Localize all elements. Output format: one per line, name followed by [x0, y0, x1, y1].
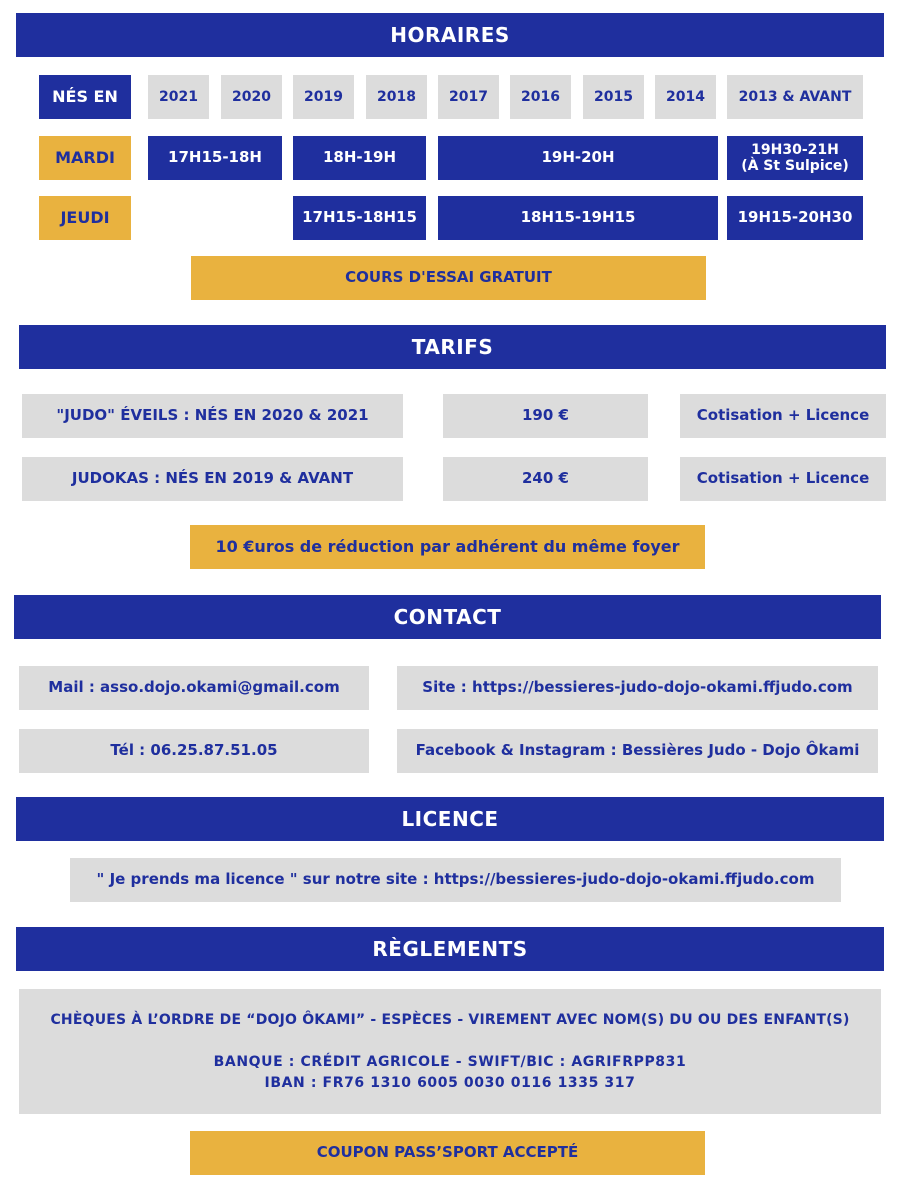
- slot-time: 19H30-21H: [751, 141, 839, 158]
- reduction-banner: 10 €uros de réduction par adhérent du même foyer: [190, 525, 705, 569]
- contact-mail: Mail : asso.dojo.okami@gmail.com: [19, 666, 369, 710]
- reglements-line3: IBAN : FR76 1310 6005 0030 0116 1335 317: [264, 1074, 636, 1091]
- year-cell: 2021: [148, 75, 209, 119]
- year-cell: 2017: [438, 75, 499, 119]
- mardi-label: MARDI: [39, 136, 131, 180]
- tarif-label: "JUDO" ÉVEILS : NÉS EN 2020 & 2021: [22, 394, 403, 438]
- contact-title: CONTACT: [393, 604, 502, 629]
- jeudi-slot: 18H15-19H15: [438, 196, 718, 240]
- tarif-note: Cotisation + Licence: [680, 394, 886, 438]
- reglements-title: RÈGLEMENTS: [372, 936, 528, 961]
- tarifs-header: [19, 325, 886, 369]
- jeudi-slot: 17H15-18H15: [293, 196, 426, 240]
- year-cell: 2015: [583, 75, 644, 119]
- essai-banner: COURS D'ESSAI GRATUIT: [191, 256, 706, 300]
- licence-title: LICENCE: [401, 806, 499, 831]
- year-cell: 2020: [221, 75, 282, 119]
- contact-social: Facebook & Instagram : Bessières Judo - Dojo Ôkami: [397, 729, 878, 773]
- horaires-header: [16, 13, 884, 57]
- tarif-label: JUDOKAS : NÉS EN 2019 & AVANT: [22, 457, 403, 501]
- reglements-line1: CHÈQUES À L’ORDRE DE “DOJO ÔKAMI” - ESPÈCES - VIREMENT AVEC NOM(S) DU OU DES ENFANT(S): [50, 1012, 850, 1029]
- contact-site: Site : https://bessieres-judo-dojo-okami.ffjudo.com: [397, 666, 878, 710]
- slot-location: (À St Sulpice): [741, 158, 849, 174]
- tarif-note: Cotisation + Licence: [680, 457, 886, 501]
- contact-tel: Tél : 06.25.87.51.05: [19, 729, 369, 773]
- contact-header: [14, 595, 881, 639]
- mardi-slot: 17H15-18H: [148, 136, 282, 180]
- year-cell: 2014: [655, 75, 716, 119]
- tarif-price: 240 €: [443, 457, 648, 501]
- coupon-banner: COUPON PASS’SPORT ACCEPTÉ: [190, 1131, 705, 1175]
- licence-header: [16, 797, 884, 841]
- horaires-title: HORAIRES: [390, 22, 510, 47]
- year-cell: 2016: [510, 75, 571, 119]
- mardi-slot: 19H-20H: [438, 136, 718, 180]
- year-cell: 2019: [293, 75, 354, 119]
- licence-text: " Je prends ma licence " sur notre site : https://bessieres-judo-dojo-okami.ffjudo.com: [70, 858, 841, 902]
- mardi-slot-st-sulpice: [727, 136, 863, 180]
- year-cell: 2018: [366, 75, 427, 119]
- reglements-details: [19, 989, 881, 1114]
- jeudi-label: JEUDI: [39, 196, 131, 240]
- reglements-header: [16, 927, 884, 971]
- reglements-line2: BANQUE : CRÉDIT AGRICOLE - SWIFT/BIC : AGRIFRPP831: [213, 1054, 687, 1071]
- tarifs-title: TARIFS: [411, 334, 494, 359]
- jeudi-slot: 19H15-20H30: [727, 196, 863, 240]
- tarif-price: 190 €: [443, 394, 648, 438]
- mardi-slot: 18H-19H: [293, 136, 426, 180]
- year-cell: 2013 & AVANT: [727, 75, 863, 119]
- nes-en-label: NÉS EN: [39, 75, 131, 119]
